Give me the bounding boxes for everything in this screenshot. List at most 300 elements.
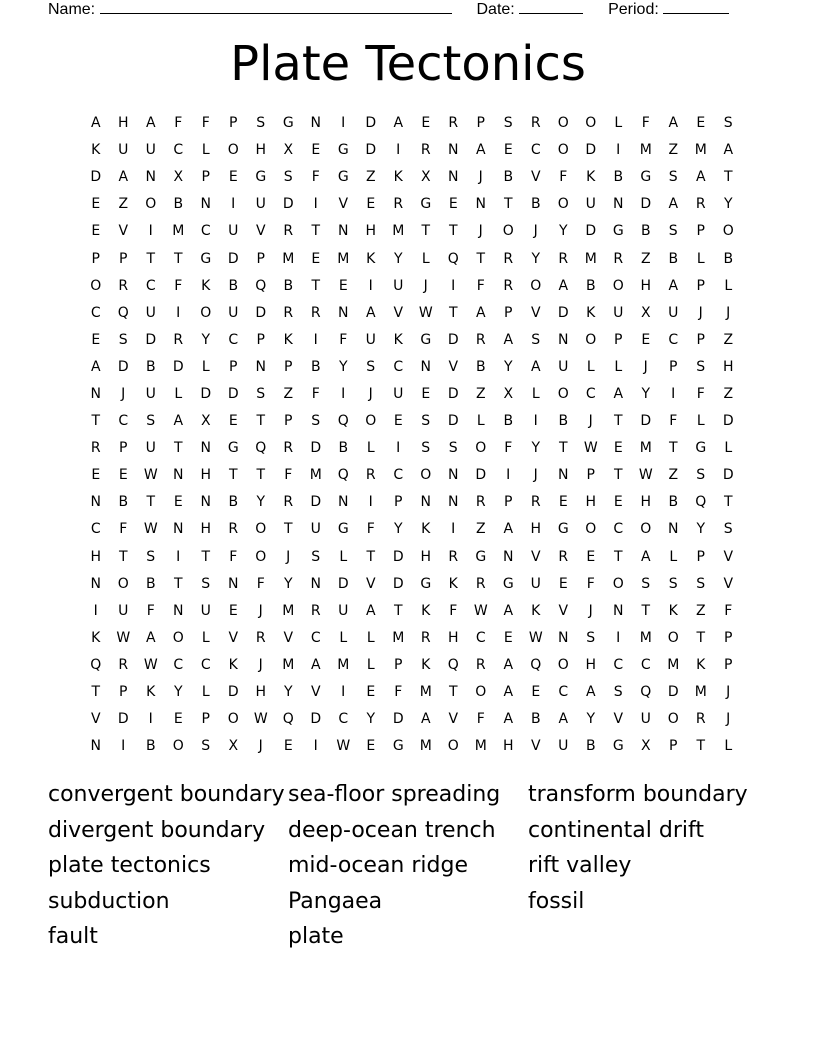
grid-letter[interactable]: E [366, 196, 376, 213]
grid-letter[interactable]: V [228, 629, 239, 646]
grid-letter[interactable]: N [338, 223, 349, 240]
grid-letter[interactable]: D [227, 385, 239, 402]
grid-letter[interactable]: R [448, 548, 459, 565]
grid-letter[interactable]: D [310, 711, 322, 728]
grid-letter[interactable]: J [258, 656, 263, 673]
grid-letter[interactable]: J [368, 385, 373, 402]
grid-letter[interactable]: I [93, 602, 98, 619]
grid-letter[interactable]: O [447, 738, 459, 755]
grid-letter[interactable]: U [365, 331, 376, 348]
grid-letter[interactable]: D [117, 711, 129, 728]
grid-letter[interactable]: K [91, 629, 101, 646]
grid-letter[interactable]: N [310, 115, 321, 132]
grid-letter[interactable]: D [640, 196, 652, 213]
grid-letter[interactable]: Z [365, 169, 376, 186]
grid-letter[interactable]: A [503, 331, 514, 348]
grid-letter[interactable]: U [310, 521, 321, 538]
grid-letter[interactable]: E [173, 711, 183, 728]
grid-letter[interactable]: V [283, 629, 294, 646]
grid-letter[interactable]: B [310, 358, 321, 375]
grid-letter[interactable]: P [504, 304, 513, 321]
grid-letter[interactable]: V [365, 575, 376, 592]
grid-letter[interactable]: Y [558, 223, 568, 240]
grid-letter[interactable]: H [365, 223, 377, 240]
grid-letter[interactable]: F [174, 277, 183, 294]
grid-letter[interactable]: Y [531, 250, 541, 267]
grid-letter[interactable]: I [313, 331, 318, 348]
grid-letter[interactable]: N [90, 575, 101, 592]
grid-letter[interactable]: C [90, 521, 101, 538]
grid-letter[interactable]: K [668, 602, 678, 619]
grid-letter[interactable]: R [448, 115, 459, 132]
grid-letter[interactable]: K [201, 277, 211, 294]
grid-letter[interactable]: P [724, 656, 733, 673]
grid-letter[interactable]: T [558, 440, 568, 457]
grid-letter[interactable]: S [696, 575, 706, 592]
grid-letter[interactable]: Q [447, 656, 459, 673]
grid-letter[interactable]: S [118, 331, 128, 348]
grid-letter[interactable]: F [201, 115, 210, 132]
grid-letter[interactable]: R [118, 656, 129, 673]
grid-letter[interactable]: V [90, 711, 101, 728]
grid-letter[interactable]: W [418, 304, 433, 321]
grid-letter[interactable]: O [255, 548, 267, 565]
grid-letter[interactable]: P [696, 277, 705, 294]
grid-letter[interactable]: D [722, 467, 734, 484]
grid-letter[interactable]: K [421, 656, 431, 673]
grid-letter[interactable]: Y [201, 331, 211, 348]
grid-letter[interactable]: Q [530, 656, 542, 673]
grid-letter[interactable]: B [173, 196, 184, 213]
grid-letter[interactable]: N [200, 196, 211, 213]
grid-letter[interactable]: T [613, 548, 623, 565]
grid-letter[interactable]: R [310, 304, 321, 321]
grid-letter[interactable]: G [227, 440, 239, 457]
grid-letter[interactable]: P [696, 223, 705, 240]
grid-letter[interactable]: W [143, 656, 158, 673]
grid-letter[interactable]: U [558, 738, 569, 755]
grid-letter[interactable]: E [91, 467, 101, 484]
grid-letter[interactable]: G [695, 440, 707, 457]
grid-letter[interactable]: E [558, 494, 568, 511]
grid-letter[interactable]: F [504, 440, 513, 457]
grid-letter[interactable]: I [616, 629, 621, 646]
grid-letter[interactable]: F [229, 548, 238, 565]
grid-letter[interactable]: N [558, 629, 569, 646]
grid-letter[interactable]: W [143, 521, 158, 538]
grid-letter[interactable]: T [696, 629, 706, 646]
grid-letter[interactable]: U [255, 196, 266, 213]
grid-letter[interactable]: I [671, 385, 676, 402]
grid-letter[interactable]: M [392, 223, 405, 240]
grid-letter[interactable]: T [723, 494, 733, 511]
grid-letter[interactable]: P [119, 684, 128, 701]
grid-letter[interactable]: Z [723, 385, 734, 402]
grid-letter[interactable]: B [118, 494, 129, 511]
grid-letter[interactable]: M [309, 467, 322, 484]
grid-letter[interactable]: M [667, 656, 680, 673]
grid-letter[interactable]: T [201, 548, 211, 565]
grid-letter[interactable]: O [227, 711, 239, 728]
grid-letter[interactable]: A [585, 684, 596, 701]
grid-letter[interactable]: C [558, 684, 569, 701]
grid-letter[interactable]: S [311, 548, 321, 565]
grid-letter[interactable]: T [311, 223, 321, 240]
grid-letter[interactable]: E [91, 196, 101, 213]
grid-letter[interactable]: U [145, 304, 156, 321]
grid-letter[interactable]: T [723, 169, 733, 186]
grid-letter[interactable]: E [421, 115, 431, 132]
grid-letter[interactable]: U [145, 440, 156, 457]
grid-letter[interactable]: D [310, 440, 322, 457]
grid-letter[interactable]: H [255, 142, 267, 159]
grid-letter[interactable]: N [613, 196, 624, 213]
grid-letter[interactable]: R [420, 629, 431, 646]
grid-letter[interactable]: L [696, 413, 705, 430]
grid-letter[interactable]: L [724, 440, 733, 457]
grid-letter[interactable]: W [638, 467, 653, 484]
grid-letter[interactable]: P [119, 250, 128, 267]
grid-letter[interactable]: F [559, 169, 568, 186]
grid-letter[interactable]: N [475, 196, 486, 213]
grid-letter[interactable]: F [669, 413, 678, 430]
grid-letter[interactable]: E [531, 684, 541, 701]
grid-letter[interactable]: D [200, 385, 212, 402]
grid-letter[interactable]: H [447, 629, 459, 646]
grid-letter[interactable]: B [585, 277, 596, 294]
grid-letter[interactable]: Q [337, 467, 349, 484]
grid-letter[interactable]: R [393, 196, 404, 213]
grid-letter[interactable]: A [503, 521, 514, 538]
grid-letter[interactable]: Q [447, 250, 459, 267]
grid-letter[interactable]: E [338, 277, 348, 294]
grid-letter[interactable]: C [118, 413, 129, 430]
grid-letter[interactable]: Q [337, 413, 349, 430]
grid-letter[interactable]: N [420, 358, 431, 375]
grid-letter[interactable]: B [145, 738, 156, 755]
grid-letter[interactable]: O [475, 684, 487, 701]
grid-letter[interactable]: R [255, 629, 266, 646]
grid-letter[interactable]: Y [283, 575, 293, 592]
grid-letter[interactable]: V [255, 223, 266, 240]
grid-letter[interactable]: F [696, 385, 705, 402]
grid-letter[interactable]: K [421, 521, 431, 538]
grid-letter[interactable]: L [614, 358, 623, 375]
grid-letter[interactable]: S [531, 331, 541, 348]
grid-letter[interactable]: C [145, 277, 156, 294]
grid-letter[interactable]: A [558, 277, 569, 294]
grid-letter[interactable]: E [118, 467, 128, 484]
grid-letter[interactable]: F [284, 467, 293, 484]
grid-letter[interactable]: P [229, 115, 238, 132]
grid-letter[interactable]: N [668, 521, 679, 538]
grid-letter[interactable]: E [366, 738, 376, 755]
grid-letter[interactable]: N [448, 142, 459, 159]
grid-letter[interactable]: D [585, 223, 597, 240]
grid-letter[interactable]: V [310, 684, 321, 701]
grid-letter[interactable]: L [724, 277, 733, 294]
grid-letter[interactable]: O [172, 738, 184, 755]
grid-letter[interactable]: S [668, 169, 678, 186]
grid-letter[interactable]: X [640, 304, 651, 321]
grid-letter[interactable]: E [641, 331, 651, 348]
grid-letter[interactable]: Q [117, 304, 129, 321]
grid-letter[interactable]: I [451, 277, 456, 294]
grid-letter[interactable]: Z [668, 467, 679, 484]
grid-letter[interactable]: M [694, 142, 707, 159]
grid-letter[interactable]: L [339, 548, 348, 565]
grid-letter[interactable]: I [451, 521, 456, 538]
grid-letter[interactable]: P [284, 413, 293, 430]
grid-letter[interactable]: V [530, 548, 541, 565]
grid-letter[interactable]: Z [640, 250, 651, 267]
grid-letter[interactable]: O [585, 115, 597, 132]
grid-letter[interactable]: E [311, 250, 321, 267]
grid-letter[interactable]: F [146, 602, 155, 619]
grid-letter[interactable]: R [228, 521, 239, 538]
grid-letter[interactable]: I [616, 142, 621, 159]
grid-letter[interactable]: J [643, 358, 648, 375]
grid-letter[interactable]: G [420, 575, 432, 592]
grid-letter[interactable]: P [119, 440, 128, 457]
grid-letter[interactable]: Z [723, 331, 734, 348]
grid-letter[interactable]: P [669, 358, 678, 375]
grid-letter[interactable]: G [420, 196, 432, 213]
grid-letter[interactable]: M [419, 738, 432, 755]
grid-letter[interactable]: L [339, 629, 348, 646]
grid-letter[interactable]: U [145, 385, 156, 402]
grid-letter[interactable]: T [366, 548, 376, 565]
grid-letter[interactable]: L [696, 250, 705, 267]
grid-letter[interactable]: U [145, 142, 156, 159]
grid-letter[interactable]: K [146, 684, 156, 701]
grid-letter[interactable]: K [586, 304, 596, 321]
grid-letter[interactable]: I [313, 738, 318, 755]
grid-letter[interactable]: G [502, 575, 514, 592]
grid-letter[interactable]: V [613, 711, 624, 728]
grid-letter[interactable]: Z [475, 521, 486, 538]
grid-letter[interactable]: S [448, 440, 458, 457]
grid-letter[interactable]: T [668, 440, 678, 457]
grid-letter[interactable]: C [310, 629, 321, 646]
grid-letter[interactable]: Z [668, 142, 679, 159]
grid-letter[interactable]: T [448, 684, 458, 701]
grid-letter[interactable]: I [396, 440, 401, 457]
grid-letter[interactable]: T [91, 413, 101, 430]
grid-letter[interactable]: F [119, 521, 128, 538]
grid-letter[interactable]: J [533, 467, 538, 484]
grid-letter[interactable]: S [201, 738, 211, 755]
grid-letter[interactable]: U [118, 602, 129, 619]
grid-letter[interactable]: D [227, 250, 239, 267]
grid-letter[interactable]: D [145, 331, 157, 348]
grid-letter[interactable]: O [117, 575, 129, 592]
grid-letter[interactable]: G [255, 169, 267, 186]
grid-letter[interactable]: B [145, 575, 156, 592]
grid-letter[interactable]: X [173, 169, 184, 186]
grid-letter[interactable]: M [337, 250, 350, 267]
grid-letter[interactable]: T [421, 223, 431, 240]
grid-letter[interactable]: N [90, 385, 101, 402]
grid-letter[interactable]: H [585, 656, 597, 673]
name-blank[interactable] [100, 0, 452, 14]
grid-letter[interactable]: X [200, 413, 211, 430]
grid-letter[interactable]: H [585, 494, 597, 511]
grid-letter[interactable]: O [557, 385, 569, 402]
grid-letter[interactable]: T [393, 602, 403, 619]
grid-letter[interactable]: C [393, 467, 404, 484]
grid-letter[interactable]: T [613, 413, 623, 430]
grid-letter[interactable]: E [311, 142, 321, 159]
grid-letter[interactable]: C [613, 521, 624, 538]
grid-letter[interactable]: L [366, 440, 375, 457]
grid-letter[interactable]: E [283, 738, 293, 755]
grid-letter[interactable]: N [90, 494, 101, 511]
grid-letter[interactable]: D [640, 413, 652, 430]
grid-letter[interactable]: W [583, 440, 598, 457]
grid-letter[interactable]: P [229, 358, 238, 375]
grid-letter[interactable]: D [447, 385, 459, 402]
grid-letter[interactable]: D [392, 711, 404, 728]
grid-letter[interactable]: K [421, 602, 431, 619]
grid-letter[interactable]: D [447, 331, 459, 348]
grid-letter[interactable]: J [258, 602, 263, 619]
grid-letter[interactable]: K [393, 169, 403, 186]
grid-letter[interactable]: S [696, 467, 706, 484]
grid-letter[interactable]: B [503, 169, 514, 186]
grid-letter[interactable]: O [227, 142, 239, 159]
grid-letter[interactable]: C [200, 223, 211, 240]
grid-letter[interactable]: Y [696, 521, 706, 538]
grid-letter[interactable]: C [668, 331, 679, 348]
grid-letter[interactable]: W [473, 602, 488, 619]
grid-letter[interactable]: N [420, 494, 431, 511]
grid-letter[interactable]: I [148, 223, 153, 240]
grid-letter[interactable]: S [366, 358, 376, 375]
grid-letter[interactable]: I [368, 494, 373, 511]
grid-letter[interactable]: F [366, 521, 375, 538]
grid-letter[interactable]: A [503, 656, 514, 673]
grid-letter[interactable]: C [530, 142, 541, 159]
grid-letter[interactable]: P [394, 494, 403, 511]
grid-letter[interactable]: A [503, 684, 514, 701]
grid-letter[interactable]: L [201, 142, 210, 159]
grid-letter[interactable]: P [504, 494, 513, 511]
grid-letter[interactable]: N [228, 575, 239, 592]
grid-letter[interactable]: A [695, 169, 706, 186]
grid-letter[interactable]: X [420, 169, 431, 186]
grid-letter[interactable]: Q [255, 277, 267, 294]
grid-letter[interactable]: V [118, 223, 129, 240]
grid-letter[interactable]: D [365, 115, 377, 132]
grid-letter[interactable]: D [392, 575, 404, 592]
grid-letter[interactable]: P [669, 738, 678, 755]
grid-letter[interactable]: K [366, 250, 376, 267]
grid-letter[interactable]: O [200, 304, 212, 321]
grid-letter[interactable]: E [503, 142, 513, 159]
grid-letter[interactable]: S [668, 223, 678, 240]
grid-letter[interactable]: S [723, 521, 733, 538]
grid-letter[interactable]: J [726, 304, 731, 321]
grid-letter[interactable]: E [586, 548, 596, 565]
grid-letter[interactable]: T [146, 250, 156, 267]
grid-letter[interactable]: H [640, 494, 652, 511]
grid-letter[interactable]: F [311, 169, 320, 186]
grid-letter[interactable]: Y [173, 684, 183, 701]
grid-letter[interactable]: R [530, 494, 541, 511]
grid-letter[interactable]: S [503, 115, 513, 132]
grid-letter[interactable]: Q [695, 494, 707, 511]
grid-letter[interactable]: B [503, 413, 514, 430]
grid-letter[interactable]: U [585, 196, 596, 213]
grid-letter[interactable]: M [639, 142, 652, 159]
grid-letter[interactable]: O [90, 277, 102, 294]
grid-letter[interactable]: Z [475, 385, 486, 402]
grid-letter[interactable]: S [421, 413, 431, 430]
grid-letter[interactable]: Q [255, 440, 267, 457]
grid-letter[interactable]: B [338, 440, 349, 457]
grid-letter[interactable]: K [448, 575, 458, 592]
grid-letter[interactable]: B [613, 169, 624, 186]
grid-letter[interactable]: D [310, 494, 322, 511]
grid-letter[interactable]: W [336, 738, 351, 755]
grid-letter[interactable]: K [91, 142, 101, 159]
grid-letter[interactable]: Y [366, 711, 376, 728]
grid-letter[interactable]: L [586, 358, 595, 375]
grid-letter[interactable]: J [588, 602, 593, 619]
grid-letter[interactable]: B [640, 223, 651, 240]
grid-letter[interactable]: K [531, 602, 541, 619]
grid-letter[interactable]: T [91, 684, 101, 701]
grid-letter[interactable]: A [668, 277, 679, 294]
grid-letter[interactable]: G [557, 521, 569, 538]
grid-letter[interactable]: W [143, 467, 158, 484]
grid-letter[interactable]: D [282, 196, 294, 213]
grid-letter[interactable]: C [640, 656, 651, 673]
grid-letter[interactable]: H [200, 467, 212, 484]
grid-letter[interactable]: O [255, 521, 267, 538]
grid-letter[interactable]: G [475, 548, 487, 565]
grid-letter[interactable]: M [282, 602, 295, 619]
grid-letter[interactable]: D [722, 413, 734, 430]
grid-letter[interactable]: A [173, 413, 184, 430]
grid-letter[interactable]: L [201, 629, 210, 646]
grid-letter[interactable]: N [558, 467, 569, 484]
grid-letter[interactable]: O [530, 277, 542, 294]
grid-letter[interactable]: R [118, 277, 129, 294]
grid-letter[interactable]: E [91, 223, 101, 240]
grid-letter[interactable]: J [478, 223, 483, 240]
grid-letter[interactable]: S [723, 115, 733, 132]
grid-letter[interactable]: N [448, 467, 459, 484]
grid-letter[interactable]: V [530, 738, 541, 755]
grid-letter[interactable]: T [173, 250, 183, 267]
grid-letter[interactable]: U [613, 304, 624, 321]
grid-letter[interactable]: I [231, 196, 236, 213]
grid-letter[interactable]: O [667, 629, 679, 646]
grid-letter[interactable]: O [585, 521, 597, 538]
grid-letter[interactable]: I [176, 304, 181, 321]
grid-letter[interactable]: I [396, 142, 401, 159]
grid-letter[interactable]: I [533, 413, 538, 430]
grid-letter[interactable]: A [145, 629, 156, 646]
grid-letter[interactable]: A [365, 602, 376, 619]
grid-letter[interactable]: L [724, 738, 733, 755]
grid-letter[interactable]: F [476, 277, 485, 294]
grid-letter[interactable]: Y [256, 494, 266, 511]
grid-letter[interactable]: A [558, 711, 569, 728]
grid-letter[interactable]: M [584, 250, 597, 267]
